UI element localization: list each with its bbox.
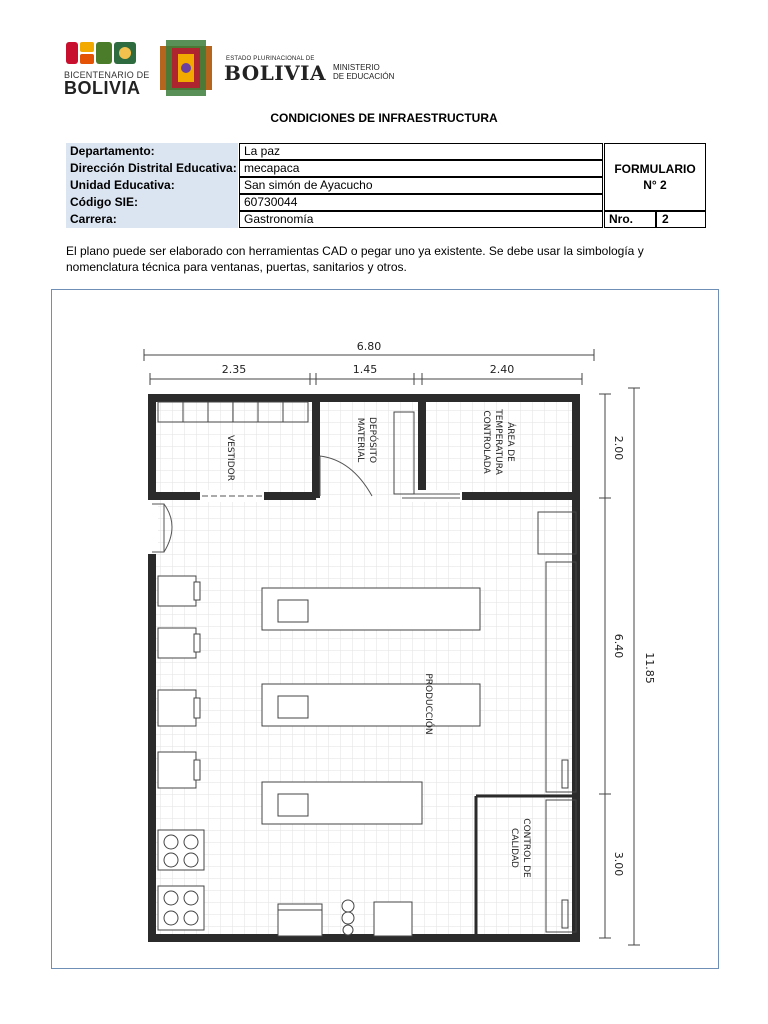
floor-plan [52,290,718,968]
bolivia-logo-text: BOLIVIA [224,61,327,85]
formulario-label: FORMULARIO [614,162,696,176]
info-table [66,143,706,229]
dim-seg-1: 2.35 [221,363,247,376]
label-produccion [423,673,435,734]
label-carrera: Carrera: [66,211,238,228]
bicentenario-logo-icon [66,42,136,64]
dim-h-2: 6.40 [612,633,625,659]
label-codigo-sie: Código SIE: [66,194,238,211]
escudo-icon [160,40,212,96]
svg-text:ÁREA DE: ÁREA DE [505,422,515,462]
svg-text:DEPÓSITO: DEPÓSITO [367,416,377,464]
nro-label: Nro. [604,211,656,228]
document-title: CONDICIONES DE INFRAESTRUCTURA [270,111,498,125]
value-direccion-distrital: mecapaca [239,160,603,177]
svg-text:CONTROL DE: CONTROL DE [521,818,531,878]
dim-h-1: 2.00 [612,435,625,461]
value-unidad-educativa: San simón de Ayacucho [239,177,603,194]
svg-text:MATERIAL: MATERIAL [355,417,365,463]
dim-h-3: 3.00 [612,851,625,877]
ministerio-line-2: DE EDUCACIÓN [333,72,395,81]
formulario-box [604,143,706,211]
svg-text:PRODUCCIÓN: PRODUCCIÓN [423,673,433,735]
dim-total-height: 11.85 [643,652,656,684]
estado-label: ESTADO PLURINACIONAL DE [226,56,315,62]
svg-text:VESTIDOR: VESTIDOR [225,435,235,481]
value-departamento: La paz [239,143,603,160]
label-unidad-educativa: Unidad Educativa: [66,177,238,194]
value-carrera: Gastronomía [239,211,603,228]
bicentenario-text: BICENTENARIO DE [64,70,150,80]
bicentenario-bolivia-text: BOLIVIA [64,78,141,98]
formulario-number: N° 2 [643,178,667,192]
svg-text:TEMPERATURA: TEMPERATURA [493,409,503,475]
dim-seg-3: 2.40 [489,363,515,376]
dim-seg-2: 1.45 [352,363,378,376]
label-vestidor [225,435,235,481]
ministerio-line-1: MINISTERIO [333,63,380,72]
label-direccion-distrital: Dirección Distrital Educativa: [66,160,238,177]
nro-value: 2 [656,211,706,228]
ministerio-label [333,63,394,81]
svg-text:CALIDAD: CALIDAD [509,828,519,868]
dim-total-width: 6.80 [356,340,382,353]
value-codigo-sie: 60730044 [239,194,603,211]
label-departamento: Departamento: [66,143,238,160]
svg-text:CONTROLADA: CONTROLADA [481,410,491,474]
instructions-paragraph: El plano puede ser elaborado con herramientas CAD o pegar uno ya existente. Se debe usar la simbología y nomenclatura técnica para ventanas, puertas, sanitarios y otros. [66,244,644,274]
